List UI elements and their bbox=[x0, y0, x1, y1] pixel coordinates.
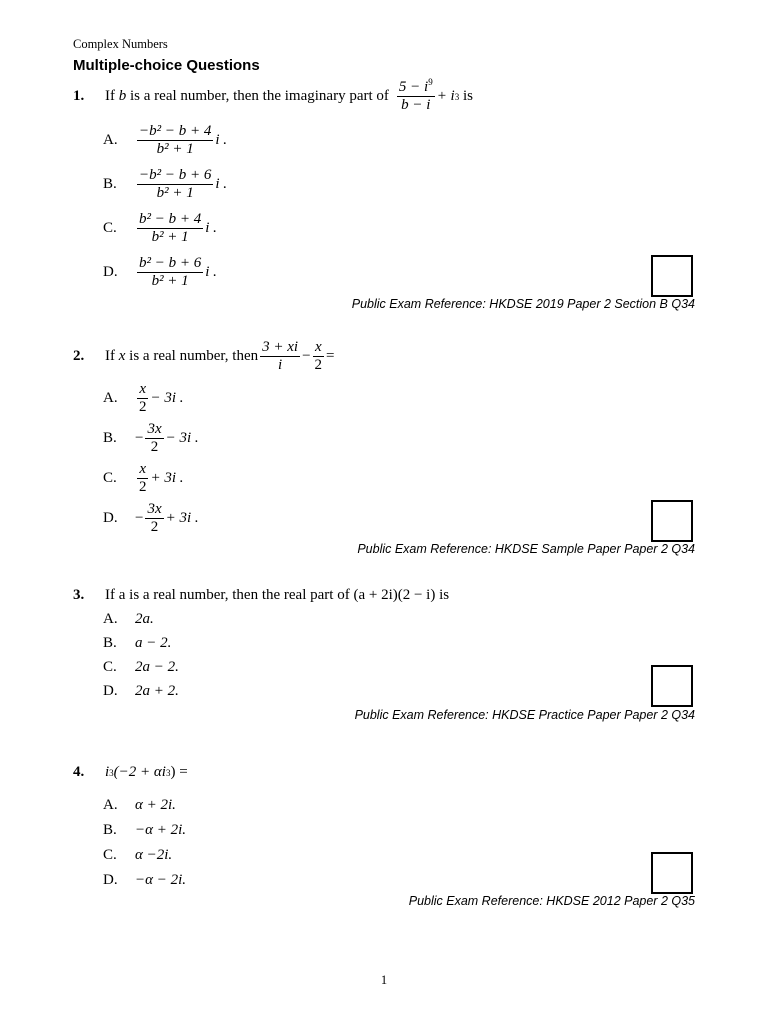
fraction-denominator: b² + 1 bbox=[156, 141, 194, 157]
topic-label: Complex Numbers bbox=[73, 37, 168, 51]
fraction-numerator: 3 + xi bbox=[262, 339, 299, 355]
option-label: B. bbox=[103, 176, 117, 192]
option-row bbox=[103, 822, 186, 839]
option-tail: i . bbox=[215, 176, 228, 192]
fraction-numerator: b² − b + 6 bbox=[139, 255, 202, 271]
option-row bbox=[103, 168, 227, 201]
fraction bbox=[137, 168, 213, 201]
option-row bbox=[103, 124, 227, 157]
option-text: −α + 2i. bbox=[135, 822, 187, 838]
fraction bbox=[137, 124, 213, 157]
stem-text: is a real number, then the imaginary part of bbox=[130, 88, 389, 104]
fraction-denominator: b² + 1 bbox=[156, 185, 194, 201]
option-row bbox=[103, 847, 172, 864]
option-label: C. bbox=[103, 847, 117, 863]
option-label: C. bbox=[103, 659, 117, 675]
fraction-denominator: 2 bbox=[139, 479, 147, 495]
stem-text: is bbox=[462, 88, 473, 104]
option-text: −α − 2i. bbox=[135, 872, 187, 888]
option-label: D. bbox=[103, 683, 118, 699]
operator: − bbox=[302, 348, 311, 364]
option-label: B. bbox=[103, 430, 117, 446]
option-label: A. bbox=[103, 611, 118, 627]
answer-box[interactable] bbox=[651, 500, 693, 542]
expression-tail: + i bbox=[436, 88, 455, 104]
exam-reference: Public Exam Reference: HKDSE Sample Paper Paper 2 Q34 bbox=[357, 542, 695, 556]
question-1-stem: 1. If b is a real number, then the imaginary part of $\frac{5 - i^9}{b - i}$ + i 3 is bbox=[73, 77, 473, 113]
stem-text: If bbox=[105, 348, 115, 364]
fraction bbox=[137, 212, 203, 245]
option-label: B. bbox=[103, 822, 117, 838]
fraction-denominator: 2 bbox=[150, 519, 159, 535]
fraction-denominator: 2 bbox=[150, 439, 159, 455]
fraction-numerator: 3x bbox=[147, 501, 162, 517]
variable: x bbox=[118, 348, 126, 364]
operator: = bbox=[326, 348, 335, 364]
section-heading: Multiple-choice Questions bbox=[73, 57, 260, 74]
fraction-numerator: −b² − b + 4 bbox=[139, 123, 212, 139]
fraction bbox=[313, 340, 325, 373]
variable: b bbox=[118, 88, 127, 104]
option-row bbox=[103, 502, 199, 535]
fraction-denominator: b − i bbox=[401, 97, 431, 113]
stem-text: If a is a real number, then the real part of (a + 2i)(2 − i) is bbox=[105, 587, 450, 603]
option-row bbox=[103, 382, 184, 415]
option-label: D. bbox=[103, 872, 118, 888]
fraction bbox=[137, 462, 149, 495]
answer-box[interactable] bbox=[651, 665, 693, 707]
option-row bbox=[103, 462, 184, 495]
stem-text: ) = bbox=[170, 764, 188, 780]
fraction bbox=[145, 422, 163, 455]
question-number: 1. bbox=[73, 88, 85, 104]
question-4-stem: 4. i 3 (−2 + αi 3 ) = bbox=[73, 764, 188, 780]
option-sign: − bbox=[135, 430, 144, 446]
option-row bbox=[103, 422, 199, 455]
option-label: A. bbox=[103, 390, 118, 406]
fraction bbox=[137, 382, 149, 415]
stem-text: (−2 + αi bbox=[113, 764, 166, 780]
question-2-stem bbox=[73, 340, 335, 373]
option-row bbox=[103, 635, 171, 652]
question-3-stem bbox=[73, 587, 449, 604]
option-row bbox=[103, 212, 217, 245]
fraction-denominator: 2 bbox=[314, 357, 323, 373]
fraction-numerator: x bbox=[139, 381, 147, 397]
fraction-denominator: b² + 1 bbox=[151, 273, 189, 289]
option-text: 2a − 2. bbox=[135, 659, 179, 675]
option-row bbox=[103, 256, 217, 289]
fraction-denominator: b² + 1 bbox=[151, 229, 189, 245]
option-label: A. bbox=[103, 132, 118, 148]
fraction-numerator: x bbox=[314, 339, 322, 355]
option-tail: i . bbox=[205, 264, 217, 280]
answer-box[interactable] bbox=[651, 255, 693, 297]
option-label: D. bbox=[103, 264, 118, 280]
fraction-numerator: 5 − i bbox=[398, 79, 429, 95]
option-sign: − bbox=[135, 510, 144, 526]
question-number: 3. bbox=[73, 587, 85, 603]
option-label: C. bbox=[103, 220, 117, 236]
fraction bbox=[397, 77, 435, 113]
fraction-numerator: 3x bbox=[147, 421, 162, 437]
option-label: B. bbox=[103, 635, 117, 651]
option-row bbox=[103, 611, 154, 628]
option-tail: i . bbox=[205, 220, 217, 236]
answer-box[interactable] bbox=[651, 852, 693, 894]
option-text: a − 2. bbox=[135, 635, 172, 651]
fraction-numerator: b² − b + 4 bbox=[139, 211, 202, 227]
option-label: A. bbox=[103, 797, 118, 813]
option-tail: − 3i . bbox=[150, 390, 184, 406]
option-text: 2a + 2. bbox=[135, 683, 179, 699]
fraction bbox=[260, 340, 300, 373]
fraction-numerator: −b² − b + 6 bbox=[139, 167, 212, 183]
option-label: D. bbox=[103, 510, 118, 526]
option-text: 2a. bbox=[135, 611, 154, 627]
exam-reference: Public Exam Reference: HKDSE Practice Paper Paper 2 Q34 bbox=[354, 708, 695, 722]
option-row bbox=[103, 659, 179, 676]
fraction bbox=[137, 256, 203, 289]
stem-text: i bbox=[105, 764, 110, 780]
option-tail: − 3i . bbox=[165, 430, 199, 446]
option-tail: i . bbox=[215, 132, 228, 148]
fraction-denominator: i bbox=[278, 357, 283, 373]
stem-text: is a real number, then bbox=[129, 348, 259, 364]
option-text: α + 2i. bbox=[135, 797, 176, 813]
fraction-denominator: 2 bbox=[139, 399, 147, 415]
question-number: 4. bbox=[73, 764, 85, 780]
stem-text: If bbox=[105, 88, 115, 104]
exam-reference: Public Exam Reference: HKDSE 2019 Paper 2 Section B Q34 bbox=[351, 297, 695, 311]
fraction bbox=[145, 502, 163, 535]
exponent: 9 bbox=[428, 77, 433, 87]
question-number: 2. bbox=[73, 348, 85, 364]
option-row bbox=[103, 797, 176, 814]
exam-reference: Public Exam Reference: HKDSE 2012 Paper 2 Q35 bbox=[408, 894, 695, 908]
option-row bbox=[103, 683, 179, 700]
option-tail: + 3i . bbox=[165, 510, 199, 526]
option-label: C. bbox=[103, 470, 117, 486]
option-row bbox=[103, 872, 186, 889]
fraction-numerator: x bbox=[139, 461, 147, 477]
option-text: α −2i. bbox=[135, 847, 173, 863]
page-number: 1 bbox=[380, 973, 388, 987]
option-tail: + 3i . bbox=[150, 470, 184, 486]
